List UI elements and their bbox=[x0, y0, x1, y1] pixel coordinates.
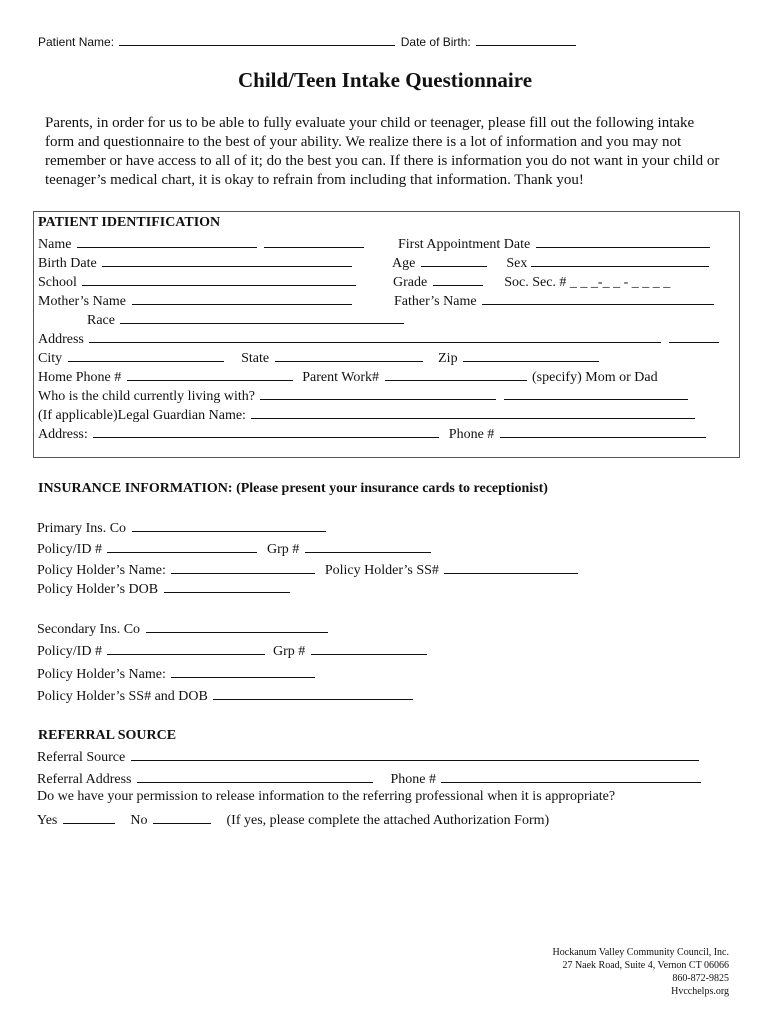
living-with-field[interactable] bbox=[260, 387, 496, 400]
referral-heading: REFERRAL SOURCE bbox=[38, 728, 177, 743]
holder-dob-field[interactable] bbox=[164, 580, 290, 593]
referral-source-label: Referral Source bbox=[37, 750, 126, 765]
holder-ss-label: Policy Holder’s SS# bbox=[324, 563, 439, 578]
row-yes-no bbox=[37, 811, 549, 828]
dob-field[interactable] bbox=[476, 33, 576, 46]
row-city-state-zip bbox=[38, 349, 601, 366]
row-age-sex bbox=[392, 254, 711, 271]
zip-label: Zip bbox=[438, 351, 458, 366]
row-name bbox=[38, 235, 366, 252]
row-holder-dob bbox=[37, 580, 292, 597]
soc-sec-label: Soc. Sec. # bbox=[504, 275, 567, 290]
footer-phone: 860-872-9825 bbox=[672, 973, 729, 984]
row-referral-source bbox=[37, 748, 701, 765]
holder-name-2-label: Policy Holder’s Name: bbox=[37, 667, 166, 682]
address-field-2[interactable] bbox=[669, 330, 719, 343]
grp-2-field[interactable] bbox=[311, 642, 427, 655]
holder-ss-field[interactable] bbox=[444, 561, 578, 574]
state-field[interactable] bbox=[275, 349, 423, 362]
row-holder-ss-dob bbox=[37, 687, 415, 704]
primary-ins-label: Primary Ins. Co bbox=[37, 521, 127, 536]
address-field[interactable] bbox=[89, 330, 661, 343]
row-race bbox=[87, 311, 406, 328]
home-phone-field[interactable] bbox=[127, 368, 293, 381]
header-patient-name bbox=[38, 33, 578, 48]
row-secondary-ins bbox=[37, 620, 330, 637]
age-label: Age bbox=[392, 256, 416, 271]
authorization-note: (If yes, please complete the attached Authorization Form) bbox=[226, 813, 550, 828]
name-field[interactable] bbox=[77, 235, 257, 248]
footer-address: 27 Naek Road, Suite 4, Vernon CT 06066 bbox=[562, 960, 729, 971]
policy-id-2-label: Policy/ID # bbox=[37, 644, 102, 659]
guardian-address-field[interactable] bbox=[93, 425, 439, 438]
race-field[interactable] bbox=[120, 311, 404, 324]
row-birth-date bbox=[38, 254, 354, 271]
birth-date-field[interactable] bbox=[102, 254, 352, 267]
row-holder-name-2 bbox=[37, 665, 317, 682]
referral-phone-field[interactable] bbox=[441, 770, 701, 783]
soc-sec-field[interactable]: _ _ _-_ _ - _ _ _ _ bbox=[569, 275, 671, 290]
secondary-ins-field[interactable] bbox=[146, 620, 328, 633]
intro-line: form and questionnaire to the best of your ability. We realize there is a lot of information and you may not bbox=[45, 134, 682, 150]
row-policy-id bbox=[37, 540, 433, 557]
sex-label: Sex bbox=[506, 256, 528, 271]
birth-date-label: Birth Date bbox=[38, 256, 97, 271]
holder-dob-label: Policy Holder’s DOB bbox=[37, 582, 159, 597]
row-first-appt bbox=[398, 235, 712, 252]
intro-line: Parents, in order for us to be able to fully evaluate your child or teenager, please fill out the following intake bbox=[45, 115, 695, 131]
yes-label: Yes bbox=[37, 813, 58, 828]
insurance-heading: INSURANCE INFORMATION: (Please present your insurance cards to receptionist) bbox=[38, 481, 548, 496]
name-label: Name bbox=[38, 237, 72, 252]
parent-work-label: Parent Work# bbox=[302, 370, 379, 385]
school-label: School bbox=[38, 275, 77, 290]
first-appt-field[interactable] bbox=[536, 235, 710, 248]
yes-field[interactable] bbox=[63, 811, 115, 824]
grp-2-label: Grp # bbox=[272, 644, 306, 659]
referral-address-field[interactable] bbox=[137, 770, 373, 783]
page-title: Child/Teen Intake Questionnaire bbox=[237, 68, 533, 92]
footer-website[interactable]: Hvcchelps.org bbox=[671, 986, 729, 997]
home-phone-label: Home Phone # bbox=[38, 370, 122, 385]
father-name-field[interactable] bbox=[482, 292, 714, 305]
specify-label: (specify) Mom or Dad bbox=[532, 370, 658, 385]
holder-name-field[interactable] bbox=[171, 561, 315, 574]
row-guardian bbox=[38, 406, 697, 423]
row-grade-ssn bbox=[393, 273, 670, 290]
holder-ss-dob-field[interactable] bbox=[213, 687, 413, 700]
grade-field[interactable] bbox=[433, 273, 483, 286]
row-school bbox=[38, 273, 358, 290]
intro-line: teenager’s medical chart, it is okay to refrain from including that information. Thank you! bbox=[45, 172, 584, 188]
grade-label: Grade bbox=[393, 275, 428, 290]
primary-ins-field[interactable] bbox=[132, 519, 326, 532]
row-address-phone bbox=[38, 425, 708, 442]
referral-phone-label: Phone # bbox=[390, 772, 436, 787]
address-label: Address bbox=[38, 332, 84, 347]
school-field[interactable] bbox=[82, 273, 356, 286]
state-label: State bbox=[241, 351, 270, 366]
row-mother bbox=[38, 292, 354, 309]
father-name-label: Father’s Name bbox=[394, 294, 477, 309]
guardian-phone-label: Phone # bbox=[448, 427, 495, 442]
row-policy-id-2 bbox=[37, 642, 429, 659]
holder-name-label: Policy Holder’s Name: bbox=[37, 563, 166, 578]
city-label: City bbox=[38, 351, 63, 366]
grp-label: Grp # bbox=[266, 542, 300, 557]
zip-field[interactable] bbox=[463, 349, 599, 362]
guardian-phone-field[interactable] bbox=[500, 425, 706, 438]
permission-question: Do we have your permission to release information to the referring professional when it is appropriate? bbox=[37, 789, 616, 804]
holder-name-2-field[interactable] bbox=[171, 665, 315, 678]
row-primary-ins bbox=[37, 519, 328, 536]
living-with-label: Who is the child currently living with? bbox=[38, 389, 255, 404]
row-living-with bbox=[38, 387, 690, 404]
grp-field[interactable] bbox=[305, 540, 431, 553]
mother-name-field[interactable] bbox=[132, 292, 352, 305]
first-appt-label: First Appointment Date bbox=[398, 237, 531, 252]
dob-label: Date of Birth: bbox=[400, 35, 471, 49]
guardian-field[interactable] bbox=[251, 406, 695, 419]
sex-field[interactable] bbox=[531, 254, 709, 267]
intro-paragraph bbox=[45, 114, 745, 190]
holder-ss-dob-label: Policy Holder’s SS# and DOB bbox=[37, 689, 208, 704]
policy-id-field[interactable] bbox=[107, 540, 257, 553]
referral-address-label: Referral Address bbox=[37, 772, 132, 787]
name-field-2[interactable] bbox=[264, 235, 364, 248]
referral-source-field[interactable] bbox=[131, 748, 699, 761]
guardian-address-label: Address: bbox=[38, 427, 88, 442]
footer-address-block bbox=[553, 946, 729, 998]
row-address bbox=[38, 330, 721, 347]
guardian-label: (If applicable)Legal Guardian Name: bbox=[38, 408, 246, 423]
patient-name-field[interactable] bbox=[119, 33, 395, 46]
row-father bbox=[394, 292, 716, 309]
footer-org: Hockanum Valley Community Council, Inc. bbox=[552, 947, 729, 958]
row-holder-name bbox=[37, 561, 580, 578]
mother-name-label: Mother’s Name bbox=[38, 294, 126, 309]
secondary-ins-label: Secondary Ins. Co bbox=[37, 622, 141, 637]
patient-identification-heading: PATIENT IDENTIFICATION bbox=[38, 215, 221, 230]
row-referral-address bbox=[37, 770, 703, 787]
race-label: Race bbox=[87, 313, 115, 328]
parent-work-field[interactable] bbox=[385, 368, 527, 381]
city-field[interactable] bbox=[68, 349, 224, 362]
patient-name-label: Patient Name: bbox=[38, 35, 115, 49]
no-field[interactable] bbox=[153, 811, 211, 824]
policy-id-2-field[interactable] bbox=[107, 642, 265, 655]
living-with-field-2[interactable] bbox=[504, 387, 688, 400]
no-label: No bbox=[130, 813, 148, 828]
age-field[interactable] bbox=[421, 254, 487, 267]
row-phones bbox=[38, 368, 658, 385]
intro-line: remember or have access to all of it; do the best you can. If there is information you do not want in your child or bbox=[45, 153, 720, 169]
policy-id-label: Policy/ID # bbox=[37, 542, 102, 557]
